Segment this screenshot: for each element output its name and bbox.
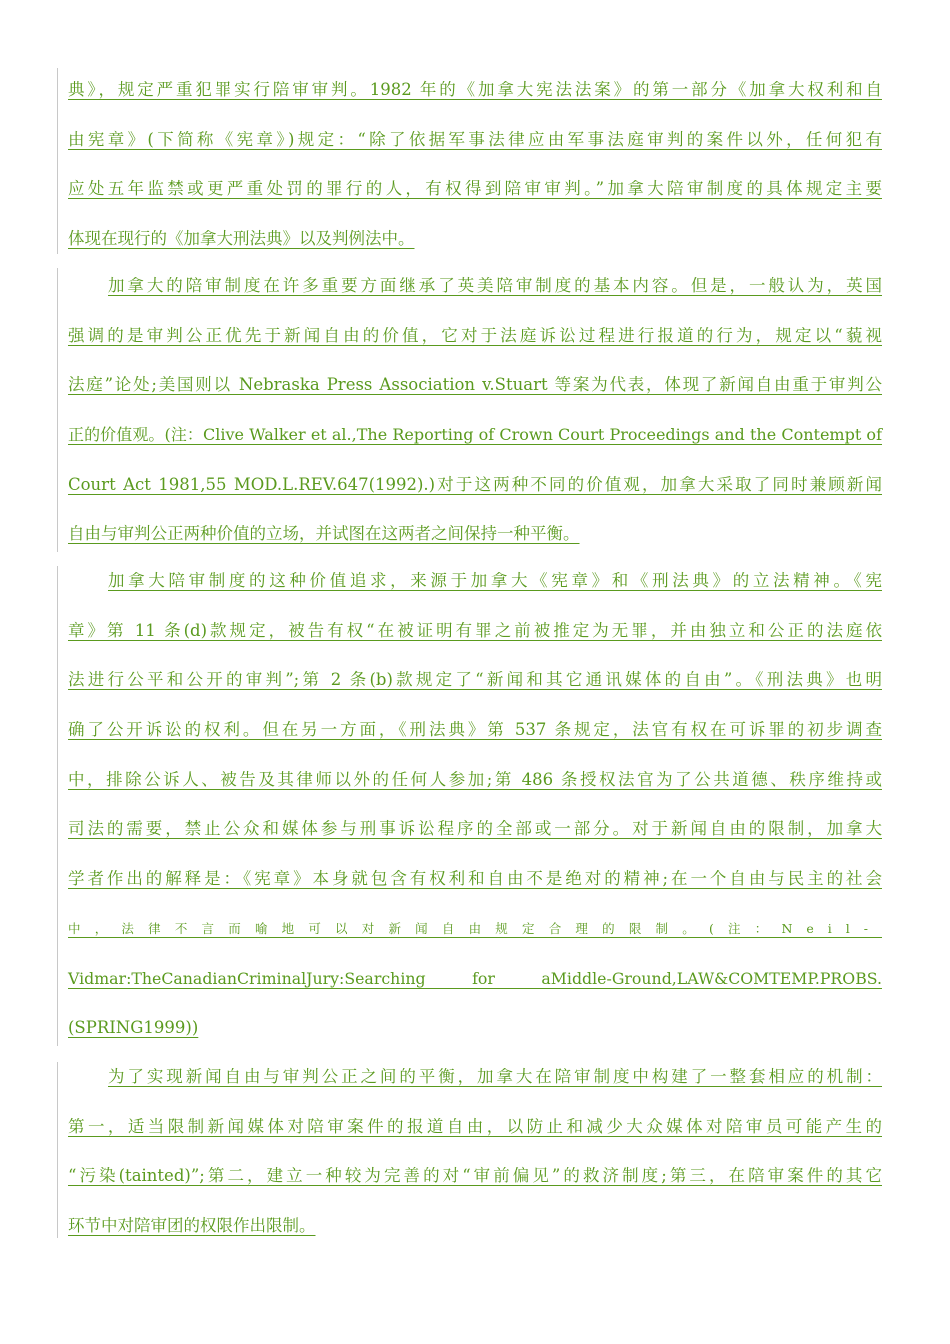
text-line: Vidmar:TheCanadianCriminalJury:Searching for aMiddle-Ground,LAW&COMTEMP.PROBS. <box>68 968 882 988</box>
paragraph-2 <box>68 261 882 559</box>
paragraph-1 <box>68 65 882 264</box>
paragraph-3 <box>68 556 882 1053</box>
text-line: 强调的是审判公正优先于新闻自由的价值，它对于法庭诉讼过程进行报道的行为，规定以“藐视 <box>68 325 882 345</box>
text-line: 为了实现新闻自由与审判公正之间的平衡，加拿大在陪审制度中构建了一整套相应的机制： <box>108 1067 882 1086</box>
text-line: 中，法律不言而喻地可以对新闻自由规定合理的限制。(注：Neil- <box>68 920 882 936</box>
change-bar <box>57 566 58 1046</box>
text-line: 应处五年监禁或更严重处罚的罪行的人，有权得到陪审审判。”加拿大陪审制度的具体规定主要 <box>68 179 882 199</box>
text-line: 正的价值观。(注：Clive Walker et al.,The Reporting of Crown Court Proceedings and the Contempt of <box>68 425 882 445</box>
change-bar <box>57 268 58 552</box>
text-line: 由宪章》(下简称《宪章》)规定：“除了依据军事法律应由军事法庭审判的案件以外，任何犯有 <box>68 129 882 149</box>
change-bar <box>57 68 58 254</box>
text-line: 自由与审判公正两种价值的立场，并试图在这两者之间保持一种平衡。 <box>68 524 580 544</box>
text-line: 加拿大陪审制度的这种价值追求，来源于加拿大《宪章》和《刑法典》的立法精神。《宪 <box>108 571 882 590</box>
text-line: 学者作出的解释是：《宪章》本身就包含有权利和自由不是绝对的精神;在一个自由与民主的社会 <box>68 869 882 889</box>
text-line: 确了公开诉讼的权利。但在另一方面，《刑法典》第 537 条规定，法官有权在可诉罪的初步调查 <box>68 720 882 740</box>
text-line: 环节中对陪审团的权限作出限制。 <box>68 1216 316 1236</box>
text-line: 典》，规定严重犯罪实行陪审审判。1982 年的《加拿大宪法法案》的第一部分《加拿大权利和自 <box>68 80 882 99</box>
text-line: 章》第 11 条(d)款规定，被告有权“在被证明有罪之前被推定为无罪，并由独立和公正的法庭依 <box>68 620 882 640</box>
text-line: 中，排除公诉人、被告及其律师以外的任何人参加;第 486 条授权法官为了公共道德、秩序维持或 <box>68 769 882 789</box>
text-line: 法庭”论处;美国则以 Nebraska Press Association v.Stuart 等案为代表，体现了新闻自由重于审判公 <box>68 375 882 395</box>
text-line: (SPRING1999)) <box>68 1018 199 1038</box>
paragraph-4 <box>68 1052 882 1251</box>
text-line: 法进行公平和公开的审判”;第 2 条(b)款规定了“新闻和其它通讯媒体的自由”。《刑法典》也明 <box>68 670 882 690</box>
text-line: 加拿大的陪审制度在许多重要方面继承了英美陪审制度的基本内容。但是，一般认为，英国 <box>108 276 882 295</box>
text-line: Court Act 1981,55 MOD.L.REV.647(1992).)对于这两种不同的价值观，加拿大采取了同时兼顾新闻 <box>68 474 882 494</box>
change-bar <box>57 1062 58 1238</box>
text-line: 体现在现行的《加拿大刑法典》以及判例法中。 <box>68 229 415 249</box>
text-line: 第一，适当限制新闻媒体对陪审案件的报道自由，以防止和减少大众媒体对陪审员可能产生的 <box>68 1116 882 1136</box>
text-line: “污染(tainted)”;第二，建立一种较为完善的对“审前偏见”的救济制度;第三，在陪审案件的其它 <box>68 1166 882 1186</box>
text-line: 司法的需要，禁止公众和媒体参与刑事诉讼程序的全部或一部分。对于新闻自由的限制，加拿大 <box>68 819 882 839</box>
